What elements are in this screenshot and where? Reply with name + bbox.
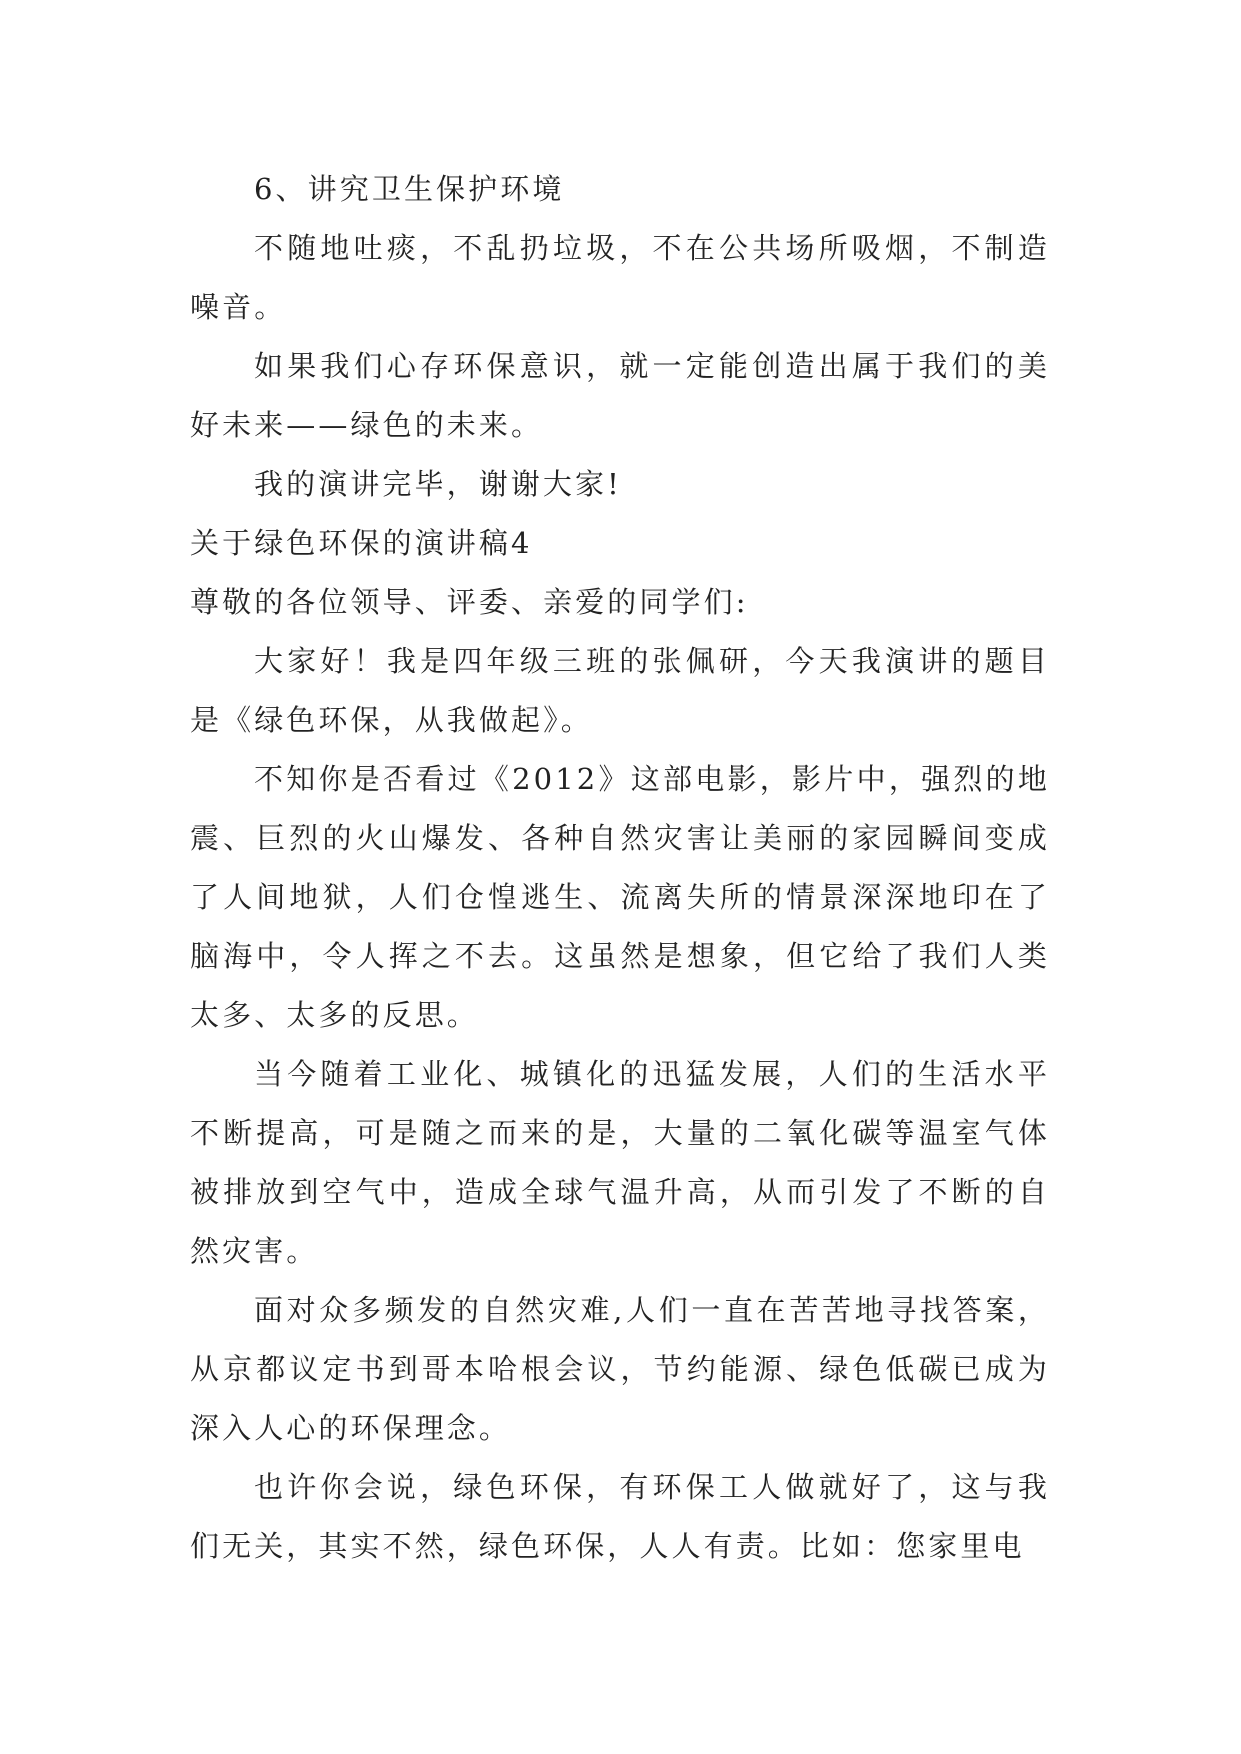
list-item-heading: 6、讲究卫生保护环境: [254, 172, 565, 206]
salutation: 尊敬的各位领导、评委、亲爱的同学们:: [190, 585, 749, 619]
paragraph: 大家好！我是四年级三班的张佩研，今天我演讲的题目是《绿色环保，从我做起》。: [190, 644, 1050, 737]
paragraph: 也许你会说，绿色环保，有环保工人做就好了，这与我们无关，其实不然，绿色环保，人人有责。比如：您家里电: [190, 1470, 1050, 1563]
paragraph: 不知你是否看过《2012》这部电影，影片中，强烈的地震、巨烈的火山爆发、各种自然灾害让美丽的家园瞬间变成了人间地狱，人们仓惶逃生、流离失所的情景深深地印在了脑海中，令人挥之不去。这虽然是想象，但它给了我们人类太多、太多的反思。: [190, 762, 1050, 1032]
paragraph: 我的演讲完毕，谢谢大家!: [254, 467, 622, 501]
paragraph: 不随地吐痰，不乱扔垃圾，不在公共场所吸烟，不制造噪音。: [190, 231, 1050, 324]
paragraph: 面对众多频发的自然灾难,人们一直在苦苦地寻找答案，从京都议定书到哥本哈根会议，节约能源、绿色低碳已成为深入人心的环保理念。: [190, 1293, 1050, 1445]
section-title: 关于绿色环保的演讲稿4: [190, 526, 533, 560]
paragraph: 如果我们心存环保意识，就一定能创造出属于我们的美好未来——绿色的未来。: [190, 349, 1050, 442]
document-body: [190, 160, 1050, 1576]
paragraph: 当今随着工业化、城镇化的迅猛发展，人们的生活水平不断提高，可是随之而来的是，大量的二氧化碳等温室气体被排放到空气中，造成全球气温升高，从而引发了不断的自然灾害。: [190, 1057, 1050, 1268]
